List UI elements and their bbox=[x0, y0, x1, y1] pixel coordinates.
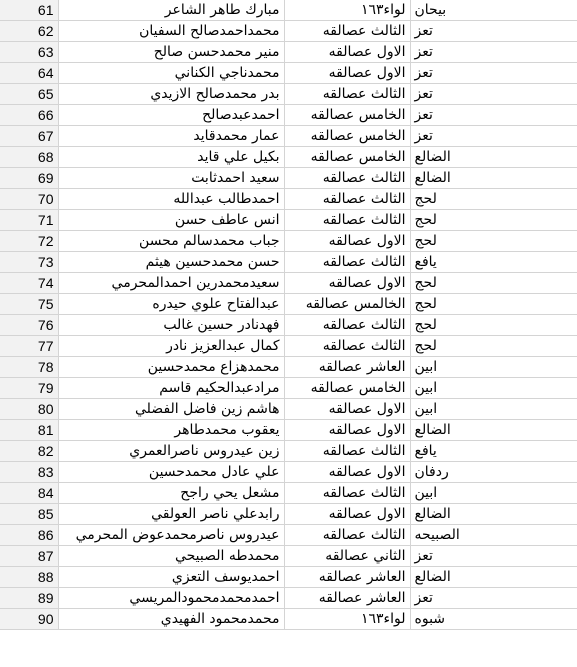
unit-cell[interactable]: الثالث عصالقه bbox=[284, 168, 410, 189]
region-cell[interactable]: ابين bbox=[410, 483, 577, 504]
table-row bbox=[0, 588, 577, 609]
region-cell[interactable]: الضالع bbox=[410, 504, 577, 525]
region-cell[interactable]: تعز bbox=[410, 21, 577, 42]
table-row bbox=[0, 294, 577, 315]
row-number[interactable]: 86 bbox=[0, 525, 58, 546]
table-row bbox=[0, 168, 577, 189]
table-row bbox=[0, 378, 577, 399]
unit-cell[interactable]: العاشر عصالقه bbox=[284, 567, 410, 588]
region-cell[interactable]: ابين bbox=[410, 399, 577, 420]
row-number[interactable]: 90 bbox=[0, 609, 58, 630]
region-cell[interactable]: لحج bbox=[410, 315, 577, 336]
unit-cell[interactable]: الثالث عصالقه bbox=[284, 441, 410, 462]
row-number[interactable]: 72 bbox=[0, 231, 58, 252]
region-cell[interactable]: تعز bbox=[410, 546, 577, 567]
region-cell[interactable]: الضالع bbox=[410, 567, 577, 588]
unit-cell[interactable]: الخالمس عصالقه bbox=[284, 294, 410, 315]
row-number[interactable]: 77 bbox=[0, 336, 58, 357]
table-row bbox=[0, 42, 577, 63]
name-cell[interactable]: احمديوسف التعزي bbox=[58, 567, 284, 588]
name-cell[interactable]: مشعل يحي راجح bbox=[58, 483, 284, 504]
region-cell[interactable]: تعز bbox=[410, 105, 577, 126]
unit-cell[interactable]: الاول عصالقه bbox=[284, 399, 410, 420]
name-cell[interactable]: عبدالفتاح علوي حيدره bbox=[58, 294, 284, 315]
name-cell[interactable]: احمدمحمدمحمودالمريسي bbox=[58, 588, 284, 609]
name-cell[interactable]: محمداحمدصالح السفيان bbox=[58, 21, 284, 42]
row-number[interactable]: 65 bbox=[0, 84, 58, 105]
unit-cell[interactable]: الثاني عصالقه bbox=[284, 546, 410, 567]
table-row bbox=[0, 420, 577, 441]
unit-cell[interactable]: الاول عصالقه bbox=[284, 42, 410, 63]
region-cell[interactable]: ابين bbox=[410, 357, 577, 378]
region-cell[interactable]: تعز bbox=[410, 84, 577, 105]
unit-cell[interactable]: الاول عصالقه bbox=[284, 231, 410, 252]
region-cell[interactable]: شبوه bbox=[410, 609, 577, 630]
unit-cell[interactable]: الثالث عصالقه bbox=[284, 21, 410, 42]
name-cell[interactable]: انس عاطف حسن bbox=[58, 210, 284, 231]
name-cell[interactable]: عمار محمدقايد bbox=[58, 126, 284, 147]
row-number[interactable]: 88 bbox=[0, 567, 58, 588]
unit-cell[interactable]: الاول عصالقه bbox=[284, 63, 410, 84]
region-cell[interactable]: ردفان bbox=[410, 462, 577, 483]
table-row bbox=[0, 0, 577, 21]
unit-cell[interactable]: الثالث عصالقه bbox=[284, 336, 410, 357]
name-cell[interactable]: محمدمحمود الفهيدي bbox=[58, 609, 284, 630]
unit-cell[interactable]: الثالث عصالقه bbox=[284, 252, 410, 273]
unit-cell[interactable]: الخامس عصالقه bbox=[284, 147, 410, 168]
table-row bbox=[0, 399, 577, 420]
name-cell[interactable]: مبارك طاهر الشاعر bbox=[58, 0, 284, 21]
table-row bbox=[0, 357, 577, 378]
table-row bbox=[0, 504, 577, 525]
row-number[interactable]: 74 bbox=[0, 273, 58, 294]
region-cell[interactable]: لحج bbox=[410, 294, 577, 315]
name-cell[interactable]: علي عادل محمدحسين bbox=[58, 462, 284, 483]
name-cell[interactable]: بدر محمدصالح الازيدي bbox=[58, 84, 284, 105]
region-cell[interactable]: لحج bbox=[410, 273, 577, 294]
name-cell[interactable]: جباب محمدسالم محسن bbox=[58, 231, 284, 252]
row-number[interactable]: 80 bbox=[0, 399, 58, 420]
row-number[interactable]: 82 bbox=[0, 441, 58, 462]
table-row bbox=[0, 189, 577, 210]
row-number[interactable]: 87 bbox=[0, 546, 58, 567]
region-cell[interactable]: لحج bbox=[410, 231, 577, 252]
row-number[interactable]: 75 bbox=[0, 294, 58, 315]
region-cell[interactable]: يافع bbox=[410, 252, 577, 273]
unit-cell[interactable]: الثالث عصالقه bbox=[284, 210, 410, 231]
table-row bbox=[0, 315, 577, 336]
table-row bbox=[0, 273, 577, 294]
row-number[interactable]: 64 bbox=[0, 63, 58, 84]
name-cell[interactable]: يعقوب محمدطاهر bbox=[58, 420, 284, 441]
name-cell[interactable]: سعيد احمدثابت bbox=[58, 168, 284, 189]
name-cell[interactable]: احمدطالب عبدالله bbox=[58, 189, 284, 210]
table-row bbox=[0, 126, 577, 147]
name-cell[interactable]: فهدنادر حسين غالب bbox=[58, 315, 284, 336]
table-row bbox=[0, 441, 577, 462]
name-cell[interactable]: مرادعبدالحكيم قاسم bbox=[58, 378, 284, 399]
unit-cell[interactable]: العاشر عصالقه bbox=[284, 588, 410, 609]
region-cell[interactable]: تعز bbox=[410, 63, 577, 84]
region-cell[interactable]: يافع bbox=[410, 441, 577, 462]
name-cell[interactable]: سعيدمحمدرين احمدالمحرمي bbox=[58, 273, 284, 294]
table-row bbox=[0, 231, 577, 252]
table-row bbox=[0, 252, 577, 273]
unit-cell[interactable]: الثالث عصالقه bbox=[284, 315, 410, 336]
unit-cell[interactable]: الثالث عصالقه bbox=[284, 189, 410, 210]
table-row bbox=[0, 210, 577, 231]
row-number[interactable]: 71 bbox=[0, 210, 58, 231]
name-cell[interactable]: عيدروس ناصرمحمدعوض المحرمي bbox=[58, 525, 284, 546]
region-cell[interactable]: ابين bbox=[410, 378, 577, 399]
row-number[interactable]: 83 bbox=[0, 462, 58, 483]
unit-cell[interactable]: الخامس عصالقه bbox=[284, 378, 410, 399]
region-cell[interactable]: لحج bbox=[410, 210, 577, 231]
table-row bbox=[0, 462, 577, 483]
region-cell[interactable]: تعز bbox=[410, 42, 577, 63]
row-number[interactable]: 68 bbox=[0, 147, 58, 168]
row-number[interactable]: 81 bbox=[0, 420, 58, 441]
region-cell[interactable]: الصبيحه bbox=[410, 525, 577, 546]
row-number[interactable]: 76 bbox=[0, 315, 58, 336]
unit-cell[interactable]: الثالث عصالقه bbox=[284, 525, 410, 546]
name-cell[interactable]: زين عيدروس ناصرالعمري bbox=[58, 441, 284, 462]
table-row bbox=[0, 105, 577, 126]
table-row bbox=[0, 63, 577, 84]
name-cell[interactable]: كمال عبدالعزيز نادر bbox=[58, 336, 284, 357]
table-row bbox=[0, 567, 577, 588]
table-row bbox=[0, 609, 577, 630]
name-cell[interactable]: محمدهزاع محمدحسين bbox=[58, 357, 284, 378]
unit-cell[interactable]: الاول عصالقه bbox=[284, 504, 410, 525]
table-row bbox=[0, 336, 577, 357]
name-cell[interactable]: محمدطه الصبيحي bbox=[58, 546, 284, 567]
row-number[interactable]: 69 bbox=[0, 168, 58, 189]
name-cell[interactable]: احمدعبدصالح bbox=[58, 105, 284, 126]
region-cell[interactable]: تعز bbox=[410, 126, 577, 147]
unit-cell[interactable]: الثالث عصالقه bbox=[284, 483, 410, 504]
row-number[interactable]: 70 bbox=[0, 189, 58, 210]
table-row bbox=[0, 546, 577, 567]
row-number[interactable]: 62 bbox=[0, 21, 58, 42]
row-number[interactable]: 84 bbox=[0, 483, 58, 504]
row-number[interactable]: 66 bbox=[0, 105, 58, 126]
unit-cell[interactable]: الاول عصالقه bbox=[284, 273, 410, 294]
row-number[interactable]: 63 bbox=[0, 42, 58, 63]
name-cell[interactable]: بكيل علي قايد bbox=[58, 147, 284, 168]
name-cell[interactable]: محمدناجي الكناني bbox=[58, 63, 284, 84]
row-number[interactable]: 89 bbox=[0, 588, 58, 609]
name-cell[interactable]: منير محمدحسن صالح bbox=[58, 42, 284, 63]
table-row bbox=[0, 147, 577, 168]
table-row bbox=[0, 525, 577, 546]
region-cell[interactable]: لحج bbox=[410, 336, 577, 357]
row-number[interactable]: 85 bbox=[0, 504, 58, 525]
region-cell[interactable]: لحج bbox=[410, 189, 577, 210]
unit-cell[interactable]: الاول عصالقه bbox=[284, 462, 410, 483]
table-row bbox=[0, 21, 577, 42]
region-cell[interactable]: تعز bbox=[410, 588, 577, 609]
name-cell[interactable]: رابدعلي ناصر العولقي bbox=[58, 504, 284, 525]
region-cell[interactable]: الضالع bbox=[410, 420, 577, 441]
row-number[interactable]: 67 bbox=[0, 126, 58, 147]
region-cell[interactable]: الضالع bbox=[410, 168, 577, 189]
unit-cell[interactable]: لواء١٦٣ bbox=[284, 0, 410, 21]
row-number[interactable]: 73 bbox=[0, 252, 58, 273]
unit-cell[interactable]: الاول عصالقه bbox=[284, 420, 410, 441]
unit-cell[interactable]: لواء١٦٣ bbox=[284, 609, 410, 630]
row-number[interactable]: 61 bbox=[0, 0, 58, 21]
name-cell[interactable]: هاشم زين فاضل الفضلي bbox=[58, 399, 284, 420]
name-cell[interactable]: حسن محمدحسين هيثم bbox=[58, 252, 284, 273]
table-row bbox=[0, 483, 577, 504]
region-cell[interactable]: الضالع bbox=[410, 147, 577, 168]
row-number[interactable]: 79 bbox=[0, 378, 58, 399]
region-cell[interactable]: بيحان bbox=[410, 0, 577, 21]
unit-cell[interactable]: الثالث عصالقه bbox=[284, 84, 410, 105]
row-number[interactable]: 78 bbox=[0, 357, 58, 378]
unit-cell[interactable]: الخامس عصالقه bbox=[284, 105, 410, 126]
unit-cell[interactable]: العاشر عصالقه bbox=[284, 357, 410, 378]
unit-cell[interactable]: الخامس عصالقه bbox=[284, 126, 410, 147]
table-row bbox=[0, 84, 577, 105]
